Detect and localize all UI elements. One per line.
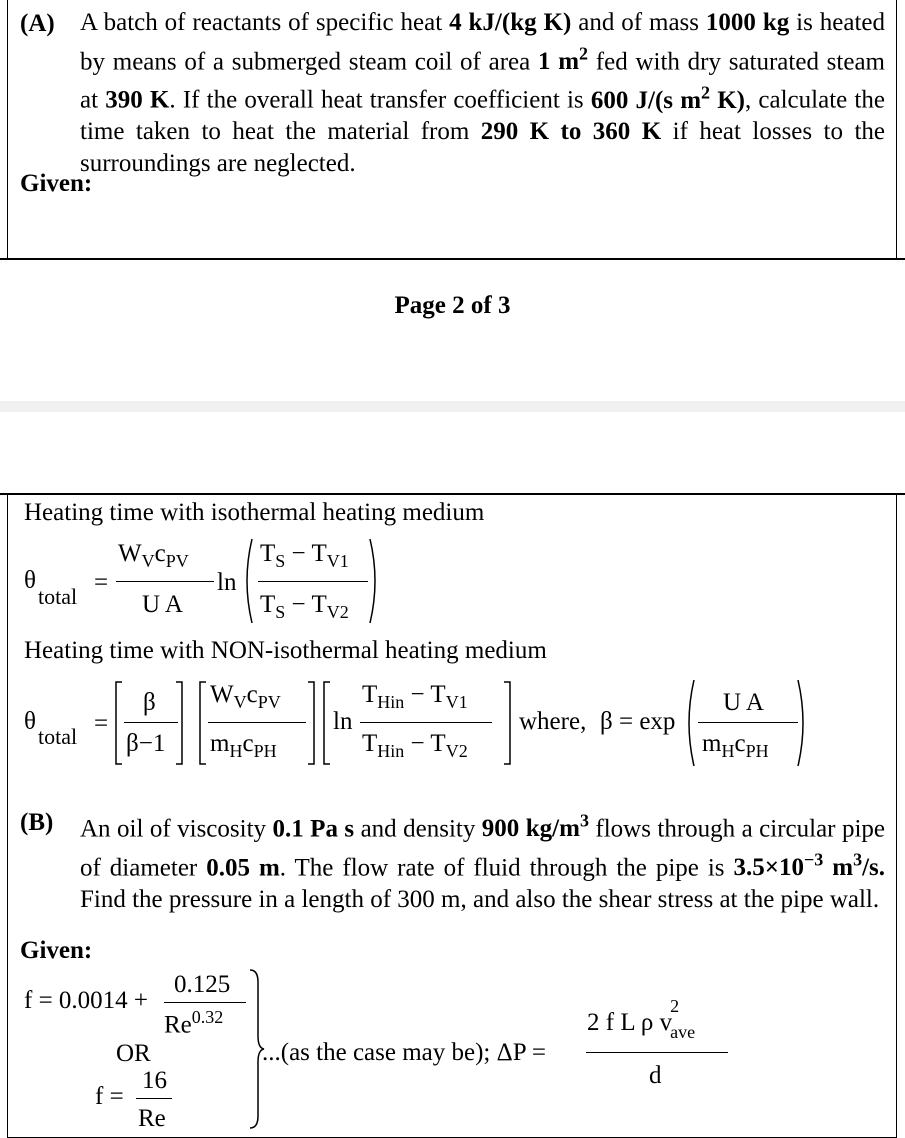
beta-fraction-bar (124, 722, 178, 723)
f1-denominator: $Re^{0.32}$ (164, 1007, 224, 1039)
theta-subscript: total (38, 584, 78, 609)
top-divider (0, 258, 905, 260)
equals-1: = (94, 569, 109, 596)
or-label: OR (116, 1040, 151, 1067)
eq2-fraction-bar (208, 722, 306, 723)
eq1-denominator: U A (142, 591, 183, 618)
f2-numerator: 16 (142, 1067, 167, 1094)
given-label-b: Given: (20, 937, 93, 964)
f1-lhs: f = 0.0014 + (24, 987, 149, 1014)
exp-numerator: U A (723, 689, 764, 716)
f2-denominator: Re (138, 1105, 166, 1132)
f1-fraction-bar (164, 1002, 246, 1003)
equals-2: = (94, 710, 109, 737)
beta-num: β (143, 689, 156, 716)
exp-left-paren (682, 678, 696, 768)
exp-denominator: $m_Hc_{PH}$ (702, 730, 769, 761)
dp-denominator: d (649, 1062, 662, 1089)
nonisothermal-heading: Heating time with NON-isothermal heating medium (24, 637, 547, 664)
eq1-ln-numerator: $T_S - T_{V1}$ (260, 540, 349, 571)
eq1-fraction-bar (116, 581, 214, 582)
dp-numerator: 2 f L ρ v 2 ave (587, 996, 696, 1042)
eq2-denominator: $m_Hc_{PH}$ (210, 730, 277, 761)
problem-a-text: A batch of reactants of specific heat 4 kJ/(kg K) and of mass 1000 kg is heated by means of a submerged steam coil of area 1 $m^2$ fed with dry saturated steam at 390 K. If the overall heat transfer coefficient is 600 J/(s $m^2$ K), calculate the time taken to heat the material from 290 K to 360 K if heat losses to the surroundings are neglected. (80, 9, 886, 177)
ln-1: ln (217, 569, 237, 596)
beta-exp: β = exp (600, 708, 676, 735)
case-text: ...(as the case may be); ΔP = (262, 1039, 547, 1066)
eq1-left-paren (240, 537, 254, 625)
eq1-ln-denominator: $T_S - T_{V2}$ (260, 591, 349, 622)
ln-2: ln (333, 708, 353, 735)
f2-fraction-bar (136, 1098, 172, 1099)
theta-symbol-2: θ (24, 708, 36, 735)
exp-right-paren (796, 678, 810, 768)
dp-fraction-bar (586, 1052, 728, 1053)
page-gap (0, 401, 905, 412)
eq1-right-paren (368, 537, 382, 625)
f2-lhs: f = (95, 1083, 124, 1110)
page-number: Page 2 of 3 (394, 292, 511, 319)
eq2-ln-numerator: $T_{Hin} - T_{V1}$ (362, 681, 468, 712)
beta-den: β−1 (126, 730, 166, 757)
problem-b-text: An oil of viscosity 0.1 Pa s and density 900 $kg/m^3$ flows through a circular pipe of diameter 0.05 m. The flow rate of fluid through the pipe is $3.5\times 10^{-3}$ $m^3/s$. Find the pressure in a length of 300 m, and also the shear stress at the pipe wall. (80, 811, 885, 913)
eq1-numerator: $W_Vc_{PV}$ (118, 540, 189, 571)
eq1-ln-fraction-bar (258, 581, 368, 582)
eq2-numerator: $W_Vc_{PV}$ (210, 681, 281, 712)
theta-symbol: θ (24, 567, 36, 594)
exp-fraction-bar (698, 722, 798, 723)
isothermal-heading: Heating time with isothermal heating medium (24, 499, 485, 526)
eq2-ln-fraction-bar (360, 722, 492, 723)
f1-numerator: 0.125 (174, 971, 231, 998)
problem-b-label: (B) (20, 809, 54, 836)
problem-a-label: (A) (20, 10, 55, 37)
given-label-a: Given: (20, 170, 93, 197)
where-label: where, (519, 708, 587, 735)
bottom-top-border (0, 493, 905, 495)
eq2-ln-denominator: $T_{Hin} - T_{V2}$ (362, 730, 468, 761)
theta-subscript-2: total (38, 724, 78, 749)
